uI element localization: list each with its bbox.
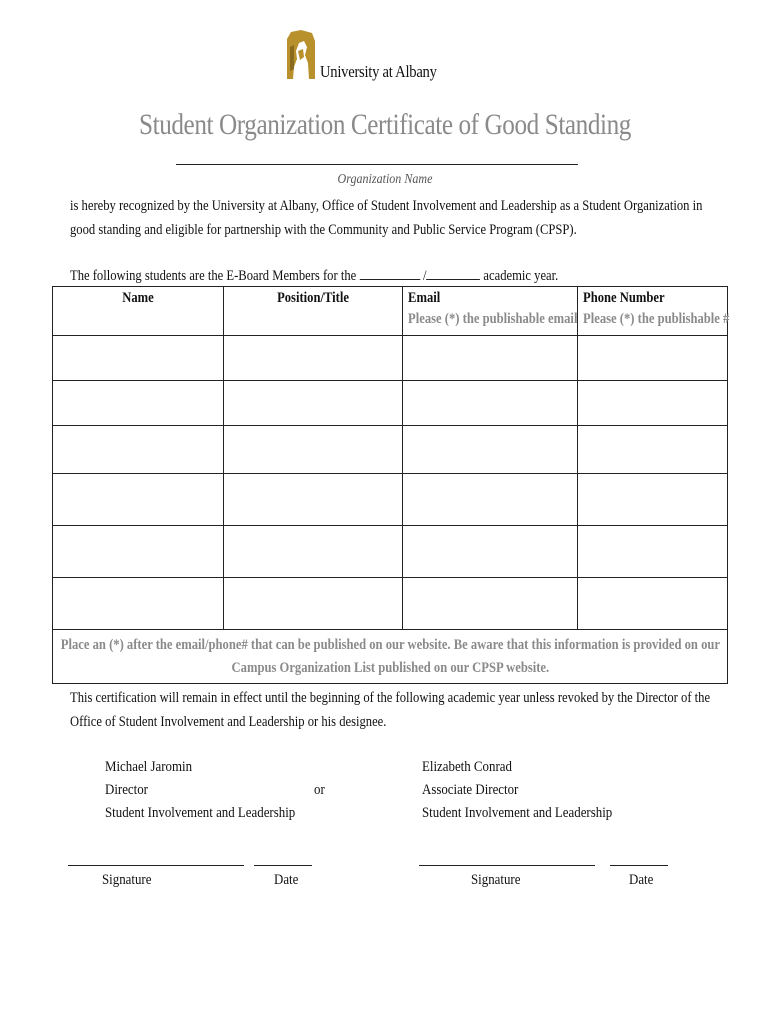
left-signer-title: Director <box>105 782 148 798</box>
phone-cell[interactable] <box>578 336 728 381</box>
recognition-paragraph <box>70 194 703 242</box>
column-header-email <box>403 287 578 336</box>
publishing-notice-row <box>53 630 728 684</box>
position-cell[interactable] <box>224 526 403 578</box>
name-cell[interactable] <box>53 526 224 578</box>
university-name: University at Albany <box>320 62 437 81</box>
column-header-phone <box>578 287 728 336</box>
eboard-prefix: The following students are the E-Board Members for the <box>70 268 357 284</box>
phone-cell[interactable] <box>578 381 728 426</box>
name-cell[interactable] <box>53 474 224 526</box>
table-row <box>53 474 728 526</box>
name-cell[interactable] <box>53 336 224 381</box>
phone-cell[interactable] <box>578 578 728 630</box>
email-hint: Please (*) the publishable email <box>408 311 578 327</box>
right-signer-block <box>422 756 612 825</box>
position-cell[interactable] <box>224 336 403 381</box>
year-separator: / <box>423 268 427 284</box>
position-cell[interactable] <box>224 381 403 426</box>
certification-line-2: Office of Student Involvement and Leadership or his designee. <box>70 714 387 730</box>
eboard-suffix: academic year. <box>483 268 559 284</box>
right-date-label: Date <box>629 872 654 888</box>
email-cell[interactable] <box>403 526 578 578</box>
left-signer-name: Michael Jaromin <box>105 759 193 775</box>
position-cell[interactable] <box>224 474 403 526</box>
email-header-label: Email <box>408 290 441 306</box>
publishing-notice <box>53 630 728 684</box>
position-cell[interactable] <box>224 578 403 630</box>
email-cell[interactable] <box>403 381 578 426</box>
left-signature-label: Signature <box>102 872 152 888</box>
left-signer-dept: Student Involvement and Leadership <box>105 805 296 821</box>
phone-header-label: Phone Number <box>583 290 665 306</box>
academic-year-start-field[interactable] <box>359 265 419 280</box>
table-row <box>53 426 728 474</box>
name-cell[interactable] <box>53 578 224 630</box>
eboard-members-table <box>52 286 728 684</box>
academic-year-end-field[interactable] <box>427 265 481 280</box>
organization-name-label: Organization Name <box>337 172 433 187</box>
email-cell[interactable] <box>403 474 578 526</box>
right-signer-dept: Student Involvement and Leadership <box>422 805 613 821</box>
phone-cell[interactable] <box>578 474 728 526</box>
recognition-line-1: is hereby recognized by the University at Albany, Office of Student Involvement and Leadership as a Student Organization in <box>70 198 703 214</box>
right-signer-title: Associate Director <box>422 782 519 798</box>
table-row <box>53 336 728 381</box>
phone-cell[interactable] <box>578 526 728 578</box>
organization-name-field[interactable] <box>176 164 578 165</box>
phone-cell[interactable] <box>578 426 728 474</box>
phone-hint: Please (*) the publishable # <box>583 311 730 327</box>
university-seal-logo <box>285 29 317 81</box>
email-cell[interactable] <box>403 578 578 630</box>
right-signature-line[interactable] <box>419 865 595 866</box>
left-date-label: Date <box>274 872 299 888</box>
or-separator: or <box>314 782 325 798</box>
name-cell[interactable] <box>53 381 224 426</box>
eboard-statement <box>70 264 692 288</box>
notice-line-2: Campus Organization List published on our CPSP website. <box>231 659 549 676</box>
certification-line-1: This certification will remain in effect until the beginning of the following academic year unless revoked by the Director of the <box>70 690 711 706</box>
table-header-row <box>53 287 728 336</box>
certification-paragraph <box>70 686 711 734</box>
table-row <box>53 578 728 630</box>
recognition-line-2: good standing and eligible for partnership with the Community and Public Service Program (CPSP). <box>70 222 577 238</box>
email-cell[interactable] <box>403 426 578 474</box>
notice-line-1: Place an (*) after the email/phone# that can be published on our website. Be aware that this information is provided on our <box>60 636 720 653</box>
name-cell[interactable] <box>53 426 224 474</box>
position-cell[interactable] <box>224 426 403 474</box>
page-title: Student Organization Certificate of Good Standing <box>139 108 631 141</box>
email-cell[interactable] <box>403 336 578 381</box>
table-row <box>53 526 728 578</box>
right-date-line[interactable] <box>610 865 668 866</box>
column-header-position: Position/Title <box>224 287 403 336</box>
left-signer-block <box>105 756 295 825</box>
column-header-name: Name <box>53 287 224 336</box>
left-signature-line[interactable] <box>68 865 244 866</box>
right-signer-name: Elizabeth Conrad <box>422 759 512 775</box>
table-row <box>53 381 728 426</box>
left-date-line[interactable] <box>254 865 312 866</box>
right-signature-label: Signature <box>471 872 521 888</box>
